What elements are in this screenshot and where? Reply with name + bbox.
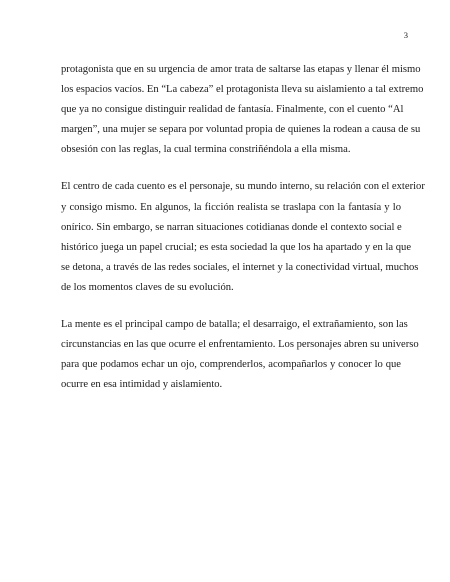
page-number: 3 [403, 30, 408, 40]
text-line: protagonista que en su urgencia de amor trata de saltarse las etapas y llenar él mismo [61, 64, 421, 75]
paragraph-2 [61, 177, 425, 298]
text-line: margen”, una mujer se separa por voluntad propia de quienes la rodean a causa de su [61, 124, 421, 136]
text-line: se detona, a través de las redes sociales, el internet y la conectividad virtual, muchos [61, 261, 419, 273]
text-line: El centro de cada cuento es el personaje, su mundo interno, su relación con el exterior [61, 181, 425, 193]
text-line: para que podamos echar un ojo, comprenderlos, acompañarlos y conocer lo que [61, 359, 401, 371]
text-line: La mente es el principal campo de batalla; el desarraigo, el extrañamiento, son las [61, 319, 408, 331]
text-line: onírico. Sin embargo, se narran situaciones cotidianas donde el contexto social e [61, 221, 402, 233]
paragraph-1 [61, 60, 424, 160]
text-line: circunstancias en las que ocurre el enfrentamiento. Los personajes abren su universo [61, 339, 419, 351]
text-line: de los momentos claves de su evolución. [61, 281, 234, 293]
body-text [61, 60, 425, 412]
text-line: ocurre en esa intimidad y aislamiento. [61, 379, 223, 391]
text-line: histórico juega un papel crucial; es esta sociedad la que los ha apartado y en la que [61, 241, 412, 253]
text-line: que ya no consigue distinguir realidad de fantasía. Finalmente, con el cuento “Al [61, 104, 404, 116]
text-line: y consigo mismo. En algunos, la ficción realista se traslapa con la fantasía y lo [61, 201, 401, 213]
text-line: los espacios vacíos. En “La cabeza” el protagonista lleva su aislamiento a tal extremo [61, 84, 424, 96]
text-line: obsesión con las reglas, la cual termina constriñéndola a ella misma. [61, 144, 351, 156]
paragraph-3 [61, 315, 419, 395]
